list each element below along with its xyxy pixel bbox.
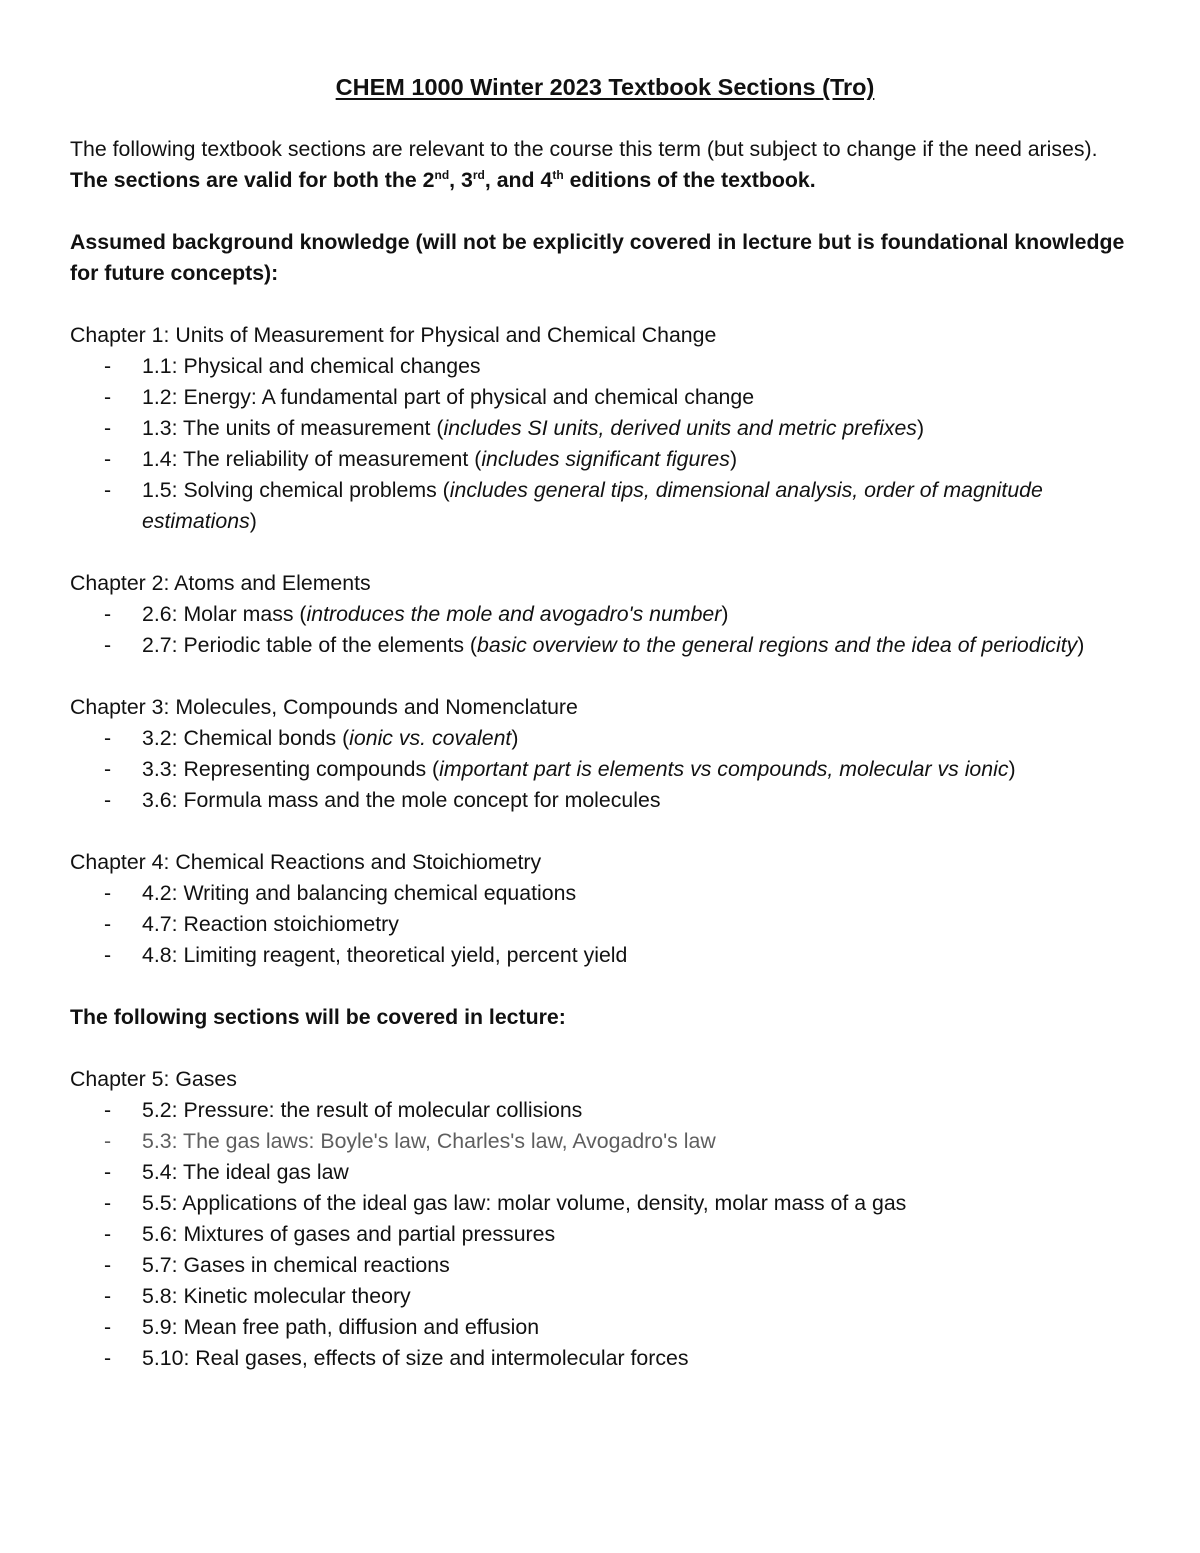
list-item: - 3.2: Chemical bonds (ionic vs. covalent) — [70, 723, 1140, 754]
chapter-title: Chapter 1: Units of Measurement for Physical and Chemical Change — [70, 323, 717, 347]
chapter-title: Chapter 3: Molecules, Compounds and Nomenclature — [70, 695, 578, 719]
document-page — [70, 72, 1140, 1374]
section-list — [70, 878, 1140, 971]
chapter-2 — [70, 568, 1140, 661]
list-item: - 1.2: Energy: A fundamental part of physical and chemical change — [70, 382, 1140, 413]
chapter-5 — [70, 1064, 1140, 1374]
list-item: - 5.4: The ideal gas law — [70, 1157, 1140, 1188]
list-item: - 5.6: Mixtures of gases and partial pressures — [70, 1219, 1140, 1250]
list-item: - 5.8: Kinetic molecular theory — [70, 1281, 1140, 1312]
list-item: - 5.3: The gas laws: Boyle's law, Charles's law, Avogadro's law — [70, 1126, 1140, 1157]
list-item: - 1.5: Solving chemical problems (includes general tips, dimensional analysis, order of magnitude estimations) — [70, 475, 1140, 537]
lecture-heading: The following sections will be covered in lecture: — [70, 1005, 566, 1029]
list-item: - 5.5: Applications of the ideal gas law: molar volume, density, molar mass of a gas — [70, 1188, 1140, 1219]
list-item: - 2.6: Molar mass (introduces the mole and avogadro's number) — [70, 599, 1140, 630]
page-title: CHEM 1000 Winter 2023 Textbook Sections (Tro) — [335, 74, 875, 100]
list-item: - 5.2: Pressure: the result of molecular collisions — [70, 1095, 1140, 1126]
intro-editions-note: The sections are valid for both the 2nd, 3rd, and 4th editions of the textbook. — [70, 168, 816, 192]
list-item: - 1.4: The reliability of measurement (includes significant figures) — [70, 444, 1140, 475]
list-item: - 2.7: Periodic table of the elements (basic overview to the general regions and the idea of periodicity) — [70, 630, 1140, 661]
list-item: - 3.6: Formula mass and the mole concept for molecules — [70, 785, 1140, 816]
background-heading: Assumed background knowledge (will not be explicitly covered in lecture but is foundational knowledge for future concepts): — [70, 230, 1125, 285]
intro-text: The following textbook sections are relevant to the course this term (but subject to change if the need arises). — [70, 137, 1098, 161]
chapter-title: Chapter 2: Atoms and Elements — [70, 571, 371, 595]
list-item: - 4.2: Writing and balancing chemical equations — [70, 878, 1140, 909]
list-item: - 5.9: Mean free path, diffusion and effusion — [70, 1312, 1140, 1343]
list-item: - 1.1: Physical and chemical changes — [70, 351, 1140, 382]
chapter-3 — [70, 692, 1140, 816]
section-list — [70, 599, 1140, 661]
list-item: - 5.10: Real gases, effects of size and intermolecular forces — [70, 1343, 1140, 1374]
list-item: - 5.7: Gases in chemical reactions — [70, 1250, 1140, 1281]
chapter-title: Chapter 4: Chemical Reactions and Stoichiometry — [70, 850, 542, 874]
chapter-title: Chapter 5: Gases — [70, 1067, 237, 1091]
list-item: - 4.7: Reaction stoichiometry — [70, 909, 1140, 940]
section-list — [70, 351, 1140, 537]
list-item: - 1.3: The units of measurement (includes SI units, derived units and metric prefixes) — [70, 413, 1140, 444]
section-list — [70, 723, 1140, 816]
list-item: - 3.3: Representing compounds (important part is elements vs compounds, molecular vs ionic) — [70, 754, 1140, 785]
intro-paragraph — [70, 134, 1140, 196]
section-list — [70, 1095, 1140, 1374]
chapter-4 — [70, 847, 1140, 971]
list-item: - 4.8: Limiting reagent, theoretical yield, percent yield — [70, 940, 1140, 971]
chapter-1 — [70, 320, 1140, 537]
